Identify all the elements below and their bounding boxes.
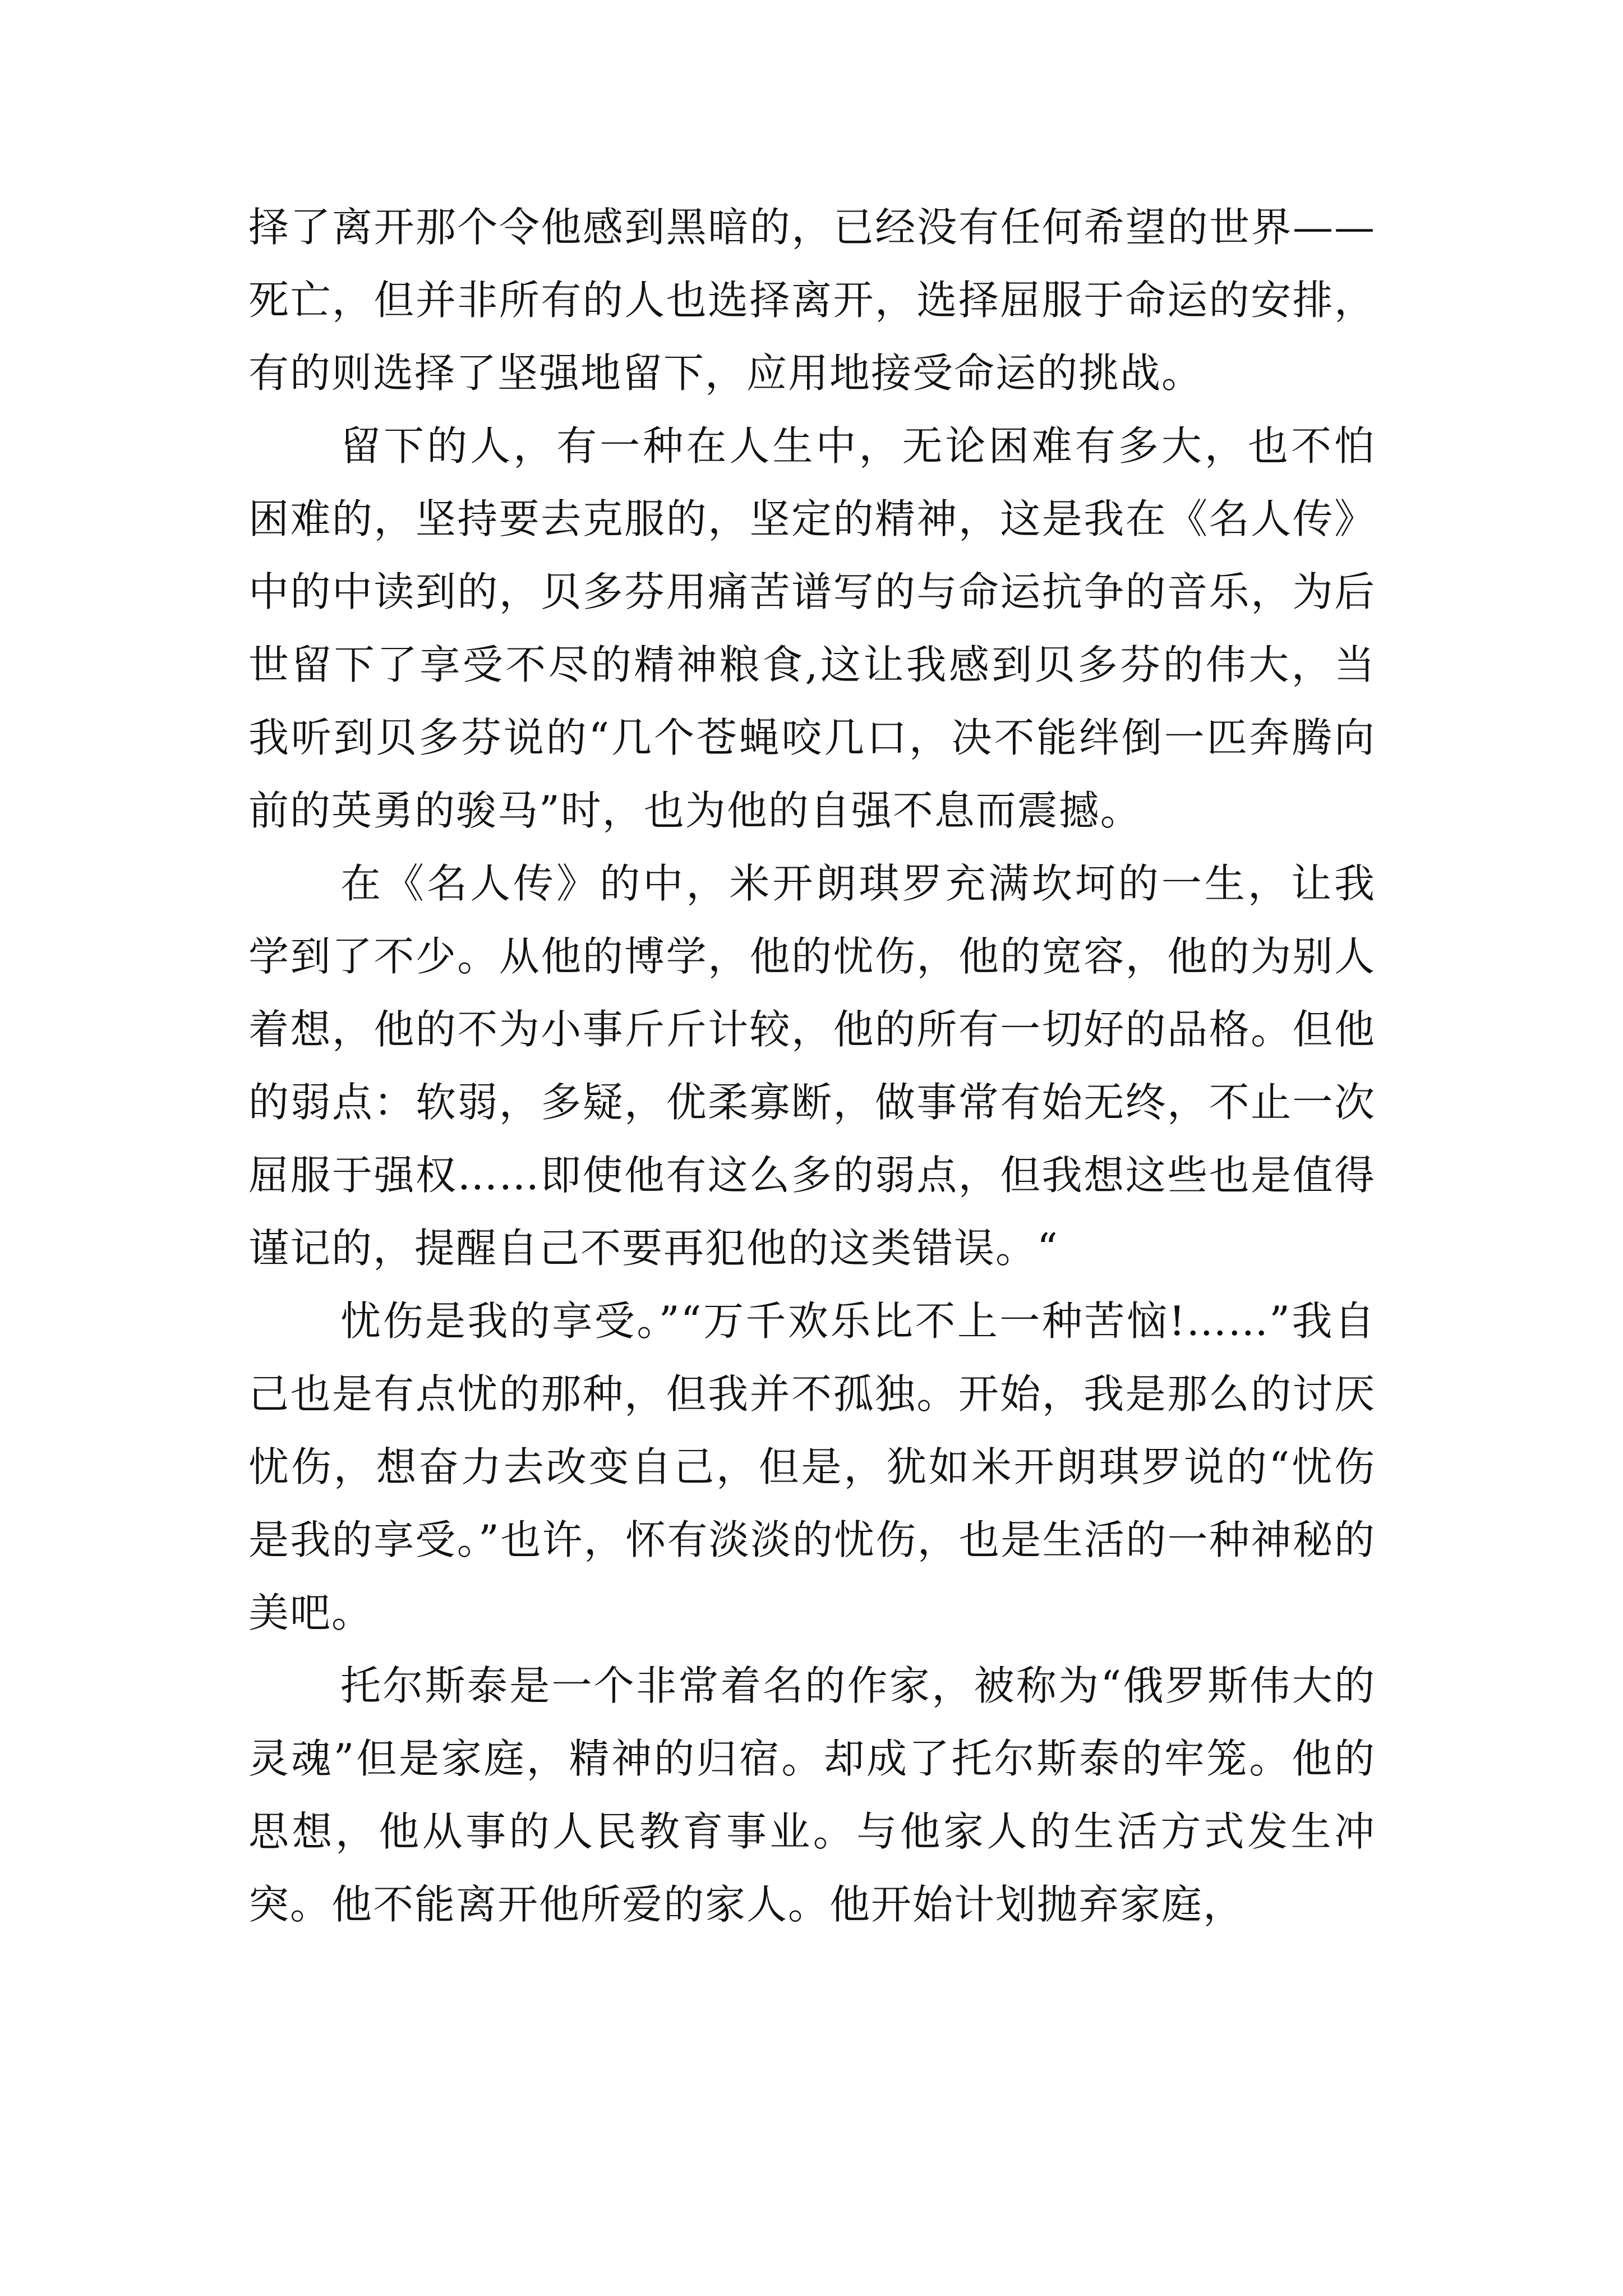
document-body bbox=[248, 191, 1376, 1941]
paragraph-1: 择了离开那个令他感到黑暗的，已经没有任何希望的世界——死亡，但并非所有的人也选择离开，选择屈服于命运的安排，有的则选择了坚强地留下，应用地接受命运的挑战。 bbox=[248, 204, 1376, 397]
paragraph-5: 托尔斯泰是一个非常着名的作家，被称为“俄罗斯伟大的灵魂”但是家庭，精神的归宿。却成了托尔斯泰的牢笼。他的思想，他从事的人民教育事业。与他家人的生活方式发生冲突。他不能离开他所爱的家人。他开始计划抛弃家庭， bbox=[248, 1662, 1376, 1928]
paragraph-4: 忧伤是我的享受。”“万千欢乐比不上一种苦恼!……”我自己也是有点忧的那种，但我并不孤独。开始，我是那么的讨厌忧伤，想奋力去改变自己，但是，犹如米开朗琪罗说的“忧伤是我的享受。”也许，怀有淡淡的忧伤，也是生活的一种神秘的美吧。 bbox=[248, 1297, 1376, 1636]
paragraph-2: 留下的人，有一种在人生中，无论困难有多大，也不怕困难的，坚持要去克服的，坚定的精神，这是我在《名人传》中的中读到的，贝多芬用痛苦谱写的与命运抗争的音乐，为后世留下了享受不尽的精神粮食,这让我感到贝多芬的伟大，当我听到贝多芬说的“几个苍蝇咬几口，决不能绊倒一匹奔腾向前的英勇的骏马”时，也为他的自强不息而震撼。 bbox=[248, 422, 1376, 834]
paragraph-3: 在《名人传》的中，米开朗琪罗充满坎坷的一生，让我学到了不少。从他的博学，他的忧伤，他的宽容，他的为别人着想，他的不为小事斤斤计较，他的所有一切好的品格。但他的弱点：软弱，多疑，优柔寡断，做事常有始无终，不止一次屈服于强权……即使他有这么多的弱点，但我想这些也是值得谨记的，提醒自己不要再犯他的这类错误。“ bbox=[248, 860, 1376, 1272]
